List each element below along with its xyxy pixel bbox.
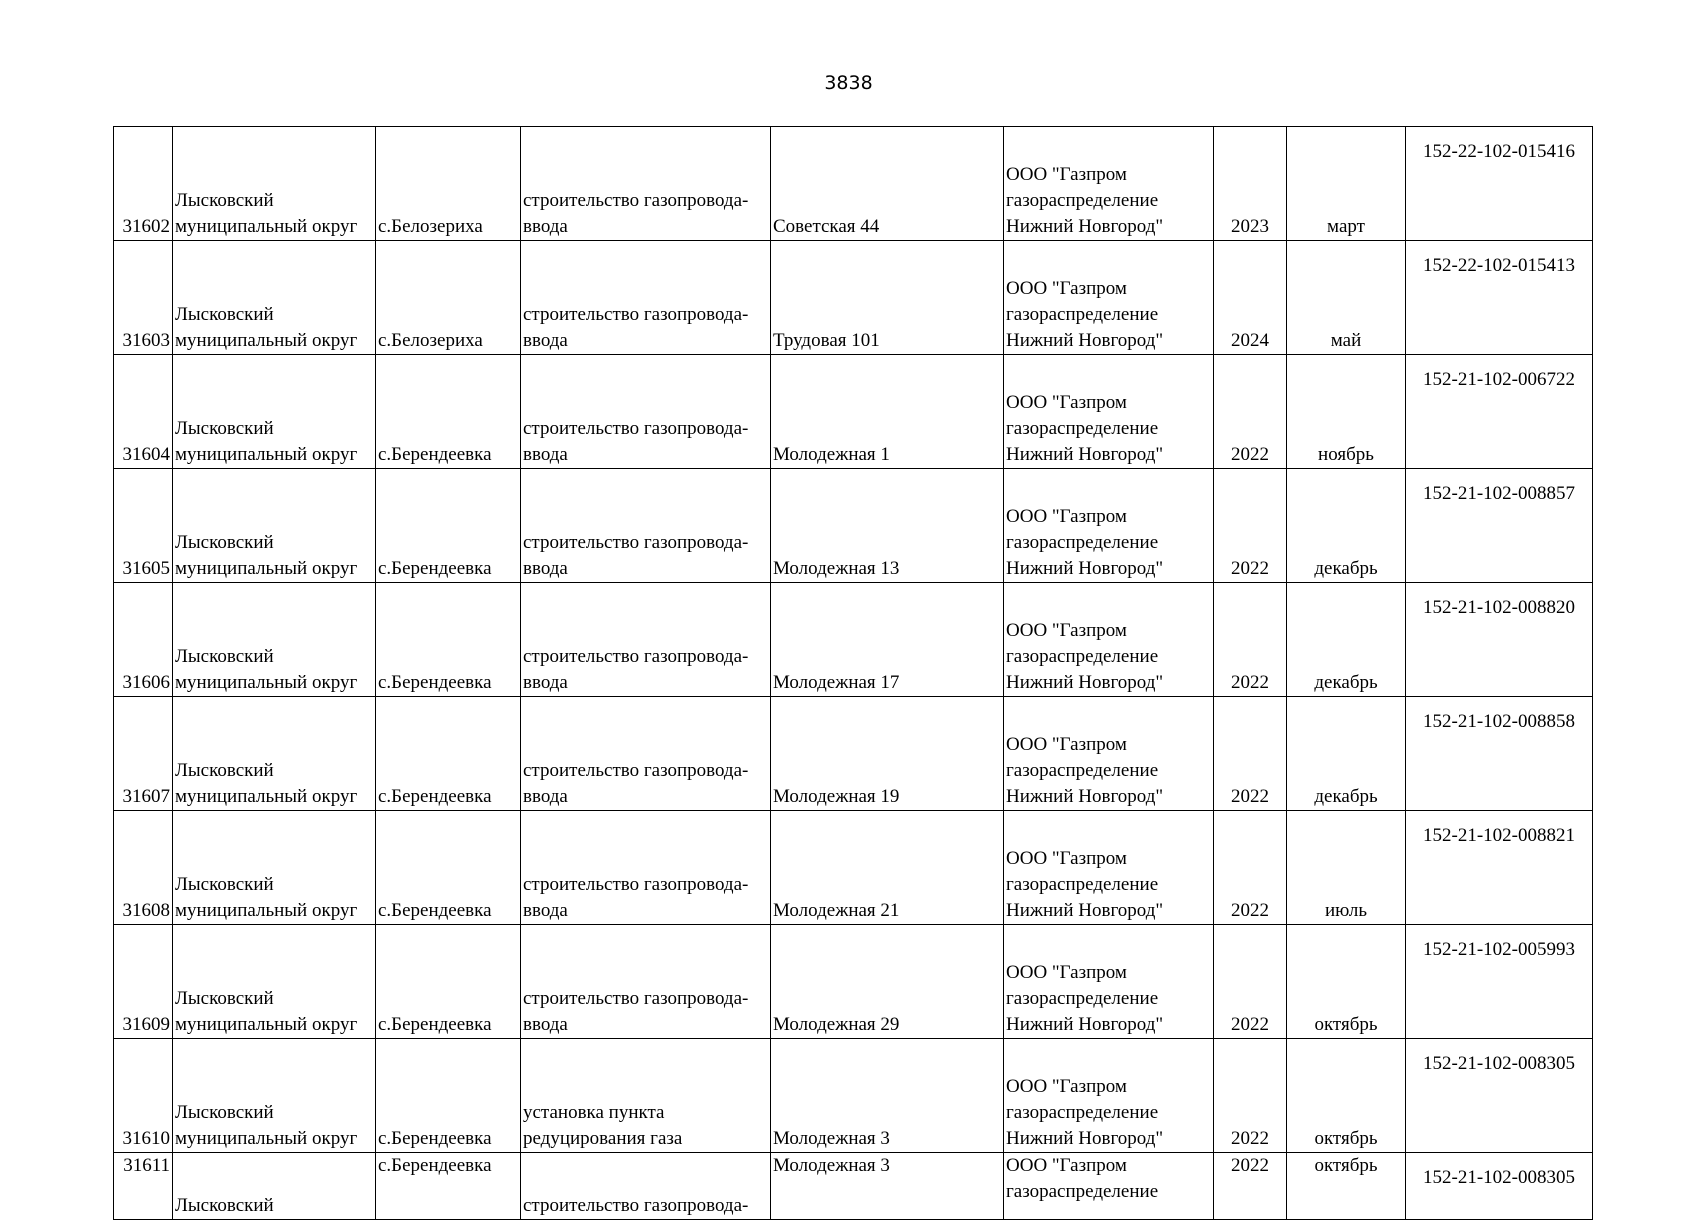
work-type-cell bbox=[521, 355, 771, 469]
district-cell-line: Лысковский bbox=[175, 760, 274, 781]
settlement-cell: с.Белозериха bbox=[376, 127, 521, 241]
row-number: 31609 bbox=[114, 925, 173, 1039]
address-cell: Молодежная 13 bbox=[771, 469, 1004, 583]
year-cell: 2022 bbox=[1214, 355, 1287, 469]
address-cell: Молодежная 19 bbox=[771, 697, 1004, 811]
work-type-cell-line: ввода bbox=[523, 444, 568, 465]
work-type-cell-line: строительство газопровода- bbox=[523, 190, 749, 211]
settlement-cell: с.Берендеевка bbox=[376, 697, 521, 811]
organization-cell-line: газораспределение bbox=[1006, 418, 1159, 439]
year-cell: 2022 bbox=[1214, 1153, 1287, 1220]
organization-cell-line: Нижний Новгород" bbox=[1006, 330, 1164, 351]
table-row bbox=[114, 127, 1593, 241]
code-cell: 152-21-102-008305 bbox=[1406, 1039, 1593, 1153]
organization-cell bbox=[1004, 925, 1214, 1039]
district-cell-line: Лысковский bbox=[175, 532, 274, 553]
organization-cell-line: Нижний Новгород" bbox=[1006, 786, 1164, 807]
table-row bbox=[114, 469, 1593, 583]
settlement-cell: с.Берендеевка bbox=[376, 1039, 521, 1153]
table-row bbox=[114, 583, 1593, 697]
work-type-cell-line: ввода bbox=[523, 216, 568, 237]
row-number: 31611 bbox=[114, 1153, 173, 1220]
code-cell: 152-21-102-008821 bbox=[1406, 811, 1593, 925]
district-cell bbox=[173, 127, 376, 241]
district-cell-line: Лысковский bbox=[175, 1195, 274, 1216]
organization-cell-line: газораспределение bbox=[1006, 1102, 1159, 1123]
district-cell-line: Лысковский bbox=[175, 646, 274, 667]
organization-cell bbox=[1004, 241, 1214, 355]
code-cell: 152-21-102-005993 bbox=[1406, 925, 1593, 1039]
work-type-cell bbox=[521, 583, 771, 697]
row-number: 31606 bbox=[114, 583, 173, 697]
organization-cell bbox=[1004, 469, 1214, 583]
month-cell: октябрь bbox=[1287, 925, 1406, 1039]
district-cell bbox=[173, 469, 376, 583]
organization-cell-line: ООО "Газпром bbox=[1006, 734, 1127, 755]
work-type-cell-line: ввода bbox=[523, 330, 568, 351]
organization-cell-line: ООО "Газпром bbox=[1006, 392, 1127, 413]
month-cell: октябрь bbox=[1287, 1153, 1406, 1220]
work-type-cell-line: строительство газопровода- bbox=[523, 1195, 749, 1216]
year-cell: 2022 bbox=[1214, 925, 1287, 1039]
district-cell bbox=[173, 583, 376, 697]
month-cell: ноябрь bbox=[1287, 355, 1406, 469]
work-type-cell-line: редуцирования газа bbox=[523, 1128, 683, 1149]
organization-cell-line: газораспределение bbox=[1006, 190, 1159, 211]
district-cell bbox=[173, 355, 376, 469]
district-cell bbox=[173, 1039, 376, 1153]
district-cell bbox=[173, 925, 376, 1039]
organization-cell-line: ООО "Газпром bbox=[1006, 164, 1127, 185]
code-cell: 152-21-102-008857 bbox=[1406, 469, 1593, 583]
organization-cell bbox=[1004, 1039, 1214, 1153]
work-type-cell-line: ввода bbox=[523, 1014, 568, 1035]
district-cell-line: муниципальный округ bbox=[175, 1014, 358, 1035]
district-cell-line: Лысковский bbox=[175, 874, 274, 895]
district-cell-line: муниципальный округ bbox=[175, 1128, 358, 1149]
organization-cell-line: газораспределение bbox=[1006, 760, 1159, 781]
work-type-cell-line: ввода bbox=[523, 900, 568, 921]
address-cell: Молодежная 3 bbox=[771, 1153, 1004, 1220]
work-type-cell-line: строительство газопровода- bbox=[523, 874, 749, 895]
organization-cell-line: газораспределение bbox=[1006, 874, 1159, 895]
code-cell: 152-21-102-008858 bbox=[1406, 697, 1593, 811]
settlement-cell: с.Берендеевка bbox=[376, 1153, 521, 1220]
gas-connection-table bbox=[113, 126, 1593, 1220]
district-cell-line: муниципальный округ bbox=[175, 330, 358, 351]
row-number: 31604 bbox=[114, 355, 173, 469]
page-number: 3838 bbox=[824, 72, 873, 94]
row-number: 31610 bbox=[114, 1039, 173, 1153]
year-cell: 2024 bbox=[1214, 241, 1287, 355]
work-type-cell-line: строительство газопровода- bbox=[523, 646, 749, 667]
work-type-cell bbox=[521, 127, 771, 241]
district-cell-line: Лысковский bbox=[175, 988, 274, 1009]
work-type-cell bbox=[521, 697, 771, 811]
organization-cell-line: газораспределение bbox=[1006, 532, 1159, 553]
month-cell: декабрь bbox=[1287, 697, 1406, 811]
code-cell: 152-21-102-008305 bbox=[1406, 1153, 1593, 1220]
organization-cell-line: ООО "Газпром bbox=[1006, 848, 1127, 869]
district-cell-line: Лысковский bbox=[175, 304, 274, 325]
district-cell-line: муниципальный округ bbox=[175, 900, 358, 921]
month-cell: октябрь bbox=[1287, 1039, 1406, 1153]
organization-cell-line: Нижний Новгород" bbox=[1006, 1128, 1164, 1149]
work-type-cell-line: ввода bbox=[523, 558, 568, 579]
month-cell: июль bbox=[1287, 811, 1406, 925]
table-row bbox=[114, 1153, 1593, 1220]
table-row bbox=[114, 241, 1593, 355]
code-cell: 152-21-102-008820 bbox=[1406, 583, 1593, 697]
code-cell: 152-21-102-006722 bbox=[1406, 355, 1593, 469]
work-type-cell-line: установка пункта bbox=[523, 1102, 665, 1123]
month-cell: декабрь bbox=[1287, 469, 1406, 583]
organization-cell bbox=[1004, 697, 1214, 811]
district-cell bbox=[173, 697, 376, 811]
district-cell-line: Лысковский bbox=[175, 418, 274, 439]
organization-cell-line: ООО "Газпром bbox=[1006, 962, 1127, 983]
organization-cell-line: ООО "Газпром bbox=[1006, 506, 1127, 527]
settlement-cell: с.Берендеевка bbox=[376, 925, 521, 1039]
organization-cell-line: ООО "Газпром bbox=[1006, 1076, 1127, 1097]
district-cell-line: муниципальный округ bbox=[175, 216, 358, 237]
year-cell: 2022 bbox=[1214, 583, 1287, 697]
work-type-cell-line: ввода bbox=[523, 786, 568, 807]
settlement-cell: с.Белозериха bbox=[376, 241, 521, 355]
organization-cell-line: газораспределение bbox=[1006, 646, 1159, 667]
organization-cell-line: Нижний Новгород" bbox=[1006, 444, 1164, 465]
address-cell: Молодежная 29 bbox=[771, 925, 1004, 1039]
year-cell: 2022 bbox=[1214, 697, 1287, 811]
table-row bbox=[114, 355, 1593, 469]
address-cell: Трудовая 101 bbox=[771, 241, 1004, 355]
table-row bbox=[114, 925, 1593, 1039]
row-number: 31602 bbox=[114, 127, 173, 241]
table-row bbox=[114, 697, 1593, 811]
organization-cell-line: ООО "Газпром bbox=[1006, 1155, 1127, 1176]
row-number: 31608 bbox=[114, 811, 173, 925]
row-number: 31603 bbox=[114, 241, 173, 355]
organization-cell-line: Нижний Новгород" bbox=[1006, 216, 1164, 237]
district-cell bbox=[173, 241, 376, 355]
organization-cell bbox=[1004, 811, 1214, 925]
work-type-cell-line: ввода bbox=[523, 672, 568, 693]
settlement-cell: с.Берендеевка bbox=[376, 583, 521, 697]
organization-cell bbox=[1004, 583, 1214, 697]
work-type-cell-line: строительство газопровода- bbox=[523, 760, 749, 781]
organization-cell-line: ООО "Газпром bbox=[1006, 620, 1127, 641]
district-cell-line: муниципальный округ bbox=[175, 672, 358, 693]
organization-cell-line: Нижний Новгород" bbox=[1006, 558, 1164, 579]
row-number: 31607 bbox=[114, 697, 173, 811]
year-cell: 2023 bbox=[1214, 127, 1287, 241]
work-type-cell bbox=[521, 241, 771, 355]
address-cell: Молодежная 17 bbox=[771, 583, 1004, 697]
address-cell: Молодежная 3 bbox=[771, 1039, 1004, 1153]
address-cell: Молодежная 21 bbox=[771, 811, 1004, 925]
district-cell bbox=[173, 1153, 376, 1220]
work-type-cell-line: строительство газопровода- bbox=[523, 988, 749, 1009]
work-type-cell-line: строительство газопровода- bbox=[523, 532, 749, 553]
month-cell: март bbox=[1287, 127, 1406, 241]
work-type-cell-line: строительство газопровода- bbox=[523, 304, 749, 325]
year-cell: 2022 bbox=[1214, 811, 1287, 925]
organization-cell-line: ООО "Газпром bbox=[1006, 278, 1127, 299]
organization-cell-line: газораспределение bbox=[1006, 1181, 1159, 1202]
organization-cell-line: Нижний Новгород" bbox=[1006, 672, 1164, 693]
month-cell: май bbox=[1287, 241, 1406, 355]
organization-cell bbox=[1004, 127, 1214, 241]
code-cell: 152-22-102-015413 bbox=[1406, 241, 1593, 355]
district-cell-line: Лысковский bbox=[175, 190, 274, 211]
organization-cell-line: газораспределение bbox=[1006, 988, 1159, 1009]
organization-cell bbox=[1004, 1153, 1214, 1220]
work-type-cell-line: строительство газопровода- bbox=[523, 418, 749, 439]
table-body bbox=[114, 127, 1593, 1220]
year-cell: 2022 bbox=[1214, 469, 1287, 583]
district-cell-line: муниципальный округ bbox=[175, 444, 358, 465]
address-cell: Советская 44 bbox=[771, 127, 1004, 241]
district-cell bbox=[173, 811, 376, 925]
year-cell: 2022 bbox=[1214, 1039, 1287, 1153]
work-type-cell bbox=[521, 469, 771, 583]
settlement-cell: с.Берендеевка bbox=[376, 811, 521, 925]
district-cell-line: муниципальный округ bbox=[175, 786, 358, 807]
month-cell: декабрь bbox=[1287, 583, 1406, 697]
organization-cell-line: Нижний Новгород" bbox=[1006, 900, 1164, 921]
organization-cell-line: газораспределение bbox=[1006, 304, 1159, 325]
work-type-cell bbox=[521, 1153, 771, 1220]
work-type-cell bbox=[521, 1039, 771, 1153]
settlement-cell: с.Берендеевка bbox=[376, 355, 521, 469]
settlement-cell: с.Берендеевка bbox=[376, 469, 521, 583]
code-cell: 152-22-102-015416 bbox=[1406, 127, 1593, 241]
row-number: 31605 bbox=[114, 469, 173, 583]
district-cell-line: муниципальный округ bbox=[175, 558, 358, 579]
table-row bbox=[114, 811, 1593, 925]
organization-cell-line: Нижний Новгород" bbox=[1006, 1014, 1164, 1035]
address-cell: Молодежная 1 bbox=[771, 355, 1004, 469]
district-cell-line: Лысковский bbox=[175, 1102, 274, 1123]
work-type-cell bbox=[521, 811, 771, 925]
table-row bbox=[114, 1039, 1593, 1153]
work-type-cell bbox=[521, 925, 771, 1039]
organization-cell bbox=[1004, 355, 1214, 469]
